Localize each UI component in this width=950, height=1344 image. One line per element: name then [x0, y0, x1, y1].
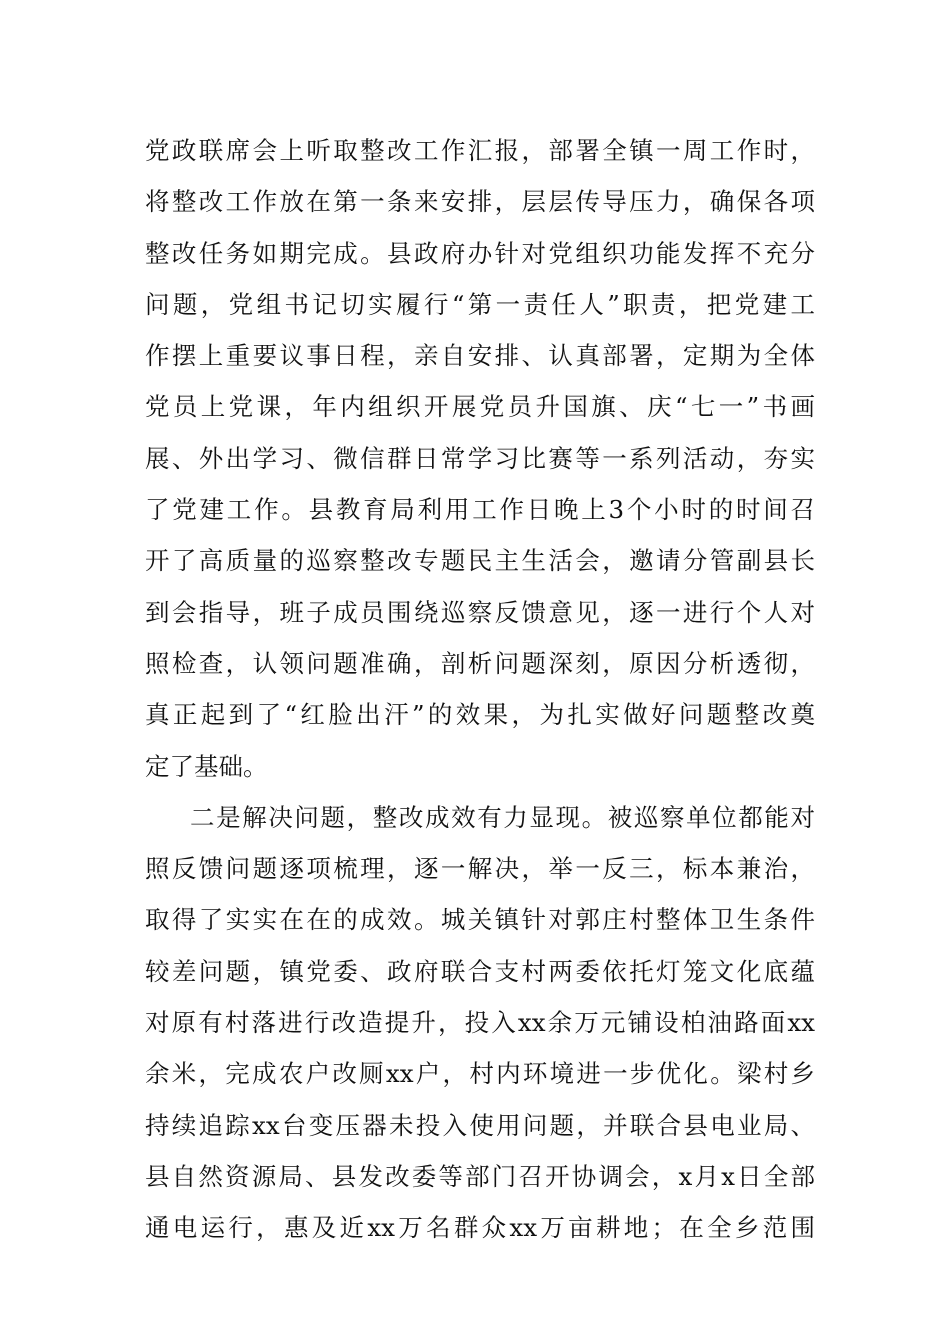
body-text — [145, 125, 815, 1254]
text-line: 将整改工作放在第一条来安排，层层传导压力，确保各项 — [145, 187, 815, 217]
text-line: 通电运行，惠及近xx万名群众xx万亩耕地；在全乡范围 — [145, 1213, 815, 1243]
text-line: 县自然资源局、县发改委等部门召开协调会，x月x日全部 — [145, 1161, 815, 1191]
paragraph-end-line: 定了基础。 — [145, 751, 268, 781]
text-line: 对原有村落进行改造提升，投入xx余万元铺设柏油路面xx — [145, 1008, 815, 1038]
text-line: 作摆上重要议事日程，亲自安排、认真部署，定期为全体 — [145, 341, 815, 371]
text-line: 展、外出学习、微信群日常学习比赛等一系列活动，夯实 — [145, 443, 815, 473]
text-line: 了党建工作。县教育局利用工作日晚上3个小时的时间召 — [145, 495, 815, 525]
text-line: 真正起到了“红脸出汗”的效果，为扎实做好问题整改奠 — [145, 700, 815, 730]
text-line: 开了高质量的巡察整改专题民主生活会，邀请分管副县长 — [145, 546, 815, 576]
text-line: 照检查，认领问题准确，剖析问题深刻，原因分析透彻， — [145, 648, 815, 678]
text-line: 照反馈问题逐项梳理，逐一解决，举一反三，标本兼治， — [145, 854, 815, 884]
text-line: 较差问题，镇党委、政府联合支村两委依托灯笼文化底蕴 — [145, 956, 815, 986]
text-line: 问题，党组书记切实履行“第一责任人”职责，把党建工 — [145, 289, 815, 319]
text-line: 余米，完成农户改厕xx户，村内环境进一步优化。梁村乡 — [145, 1059, 815, 1089]
text-line: 到会指导，班子成员围绕巡察反馈意见，逐一进行个人对 — [145, 597, 815, 627]
text-line: 取得了实实在在的成效。城关镇针对郭庄村整体卫生条件 — [145, 905, 815, 935]
text-line: 持续追踪xx台变压器未投入使用问题，并联合县电业局、 — [145, 1110, 815, 1140]
paragraph-start-line: 二是解决问题，整改成效有力显现。被巡察单位都能对 — [190, 802, 815, 832]
text-line: 党政联席会上听取整改工作汇报，部署全镇一周工作时， — [145, 136, 815, 165]
text-line: 党员上党课，年内组织开展党员升国旗、庆“七一”书画 — [145, 392, 815, 422]
text-line: 整改任务如期完成。县政府办针对党组织功能发挥不充分 — [145, 238, 815, 268]
